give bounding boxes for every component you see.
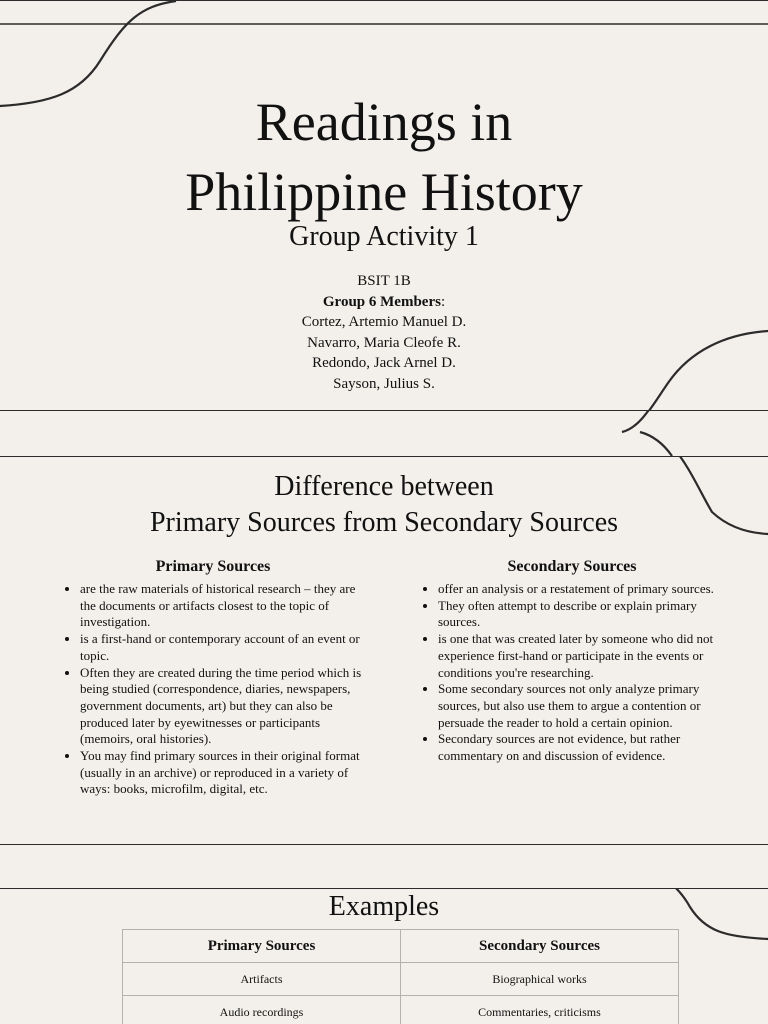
- primary-sources-column: [64, 557, 362, 798]
- table-row: [123, 963, 679, 996]
- table-header: Primary Sources: [123, 930, 401, 963]
- member-name: Navarro, Maria Cleofe R.: [307, 334, 461, 351]
- list-item: • Some secondary sources not only analyze primary sources, but also use them to argue a contention or persuade the reader to hold a certain opinion.: [438, 681, 722, 731]
- slide-gap: [0, 411, 768, 456]
- member-name: Cortez, Artemio Manuel D.: [301, 314, 467, 330]
- list-item: • Often they are created during the time period which is being studied (correspondence, diaries, newspapers, government documents, art) but they can also be produced later by eyewitnesses or participants (memoirs, oral histories).: [80, 665, 362, 749]
- group-info: [0, 271, 768, 394]
- section-label: BSIT 1B: [357, 273, 411, 289]
- examples-slide: [0, 888, 768, 1024]
- table-cell: Audio recordings: [123, 996, 401, 1024]
- members-heading: [0, 292, 768, 313]
- examples-table: [122, 929, 679, 1024]
- table-cell: Commentaries, criticisms: [401, 996, 679, 1024]
- list-item: • is a first-hand or contemporary account of an event or topic.: [80, 631, 362, 664]
- members-label: Group 6 Members: [322, 293, 441, 310]
- list-item: • Secondary sources are not evidence, but rather commentary on and discussion of evidence.: [438, 731, 722, 764]
- heading-line-2: Primary Sources from Secondary Sources: [149, 507, 619, 538]
- list-item: • You may find primary sources in their original format (usually in an archive) or reproduced in a variety of ways: books, microfilm, digital, etc.: [80, 748, 362, 798]
- primary-sources-title: Primary Sources: [155, 558, 271, 575]
- members-colon: :: [440, 293, 446, 310]
- decorative-curve-gap: [0, 411, 768, 456]
- table-header-row: [123, 930, 679, 963]
- table-cell: Artifacts: [123, 963, 401, 996]
- primary-sources-list: [64, 581, 362, 798]
- secondary-sources-list: [422, 581, 722, 765]
- list-item: • is one that was created later by someone who did not experience first-hand or participate in the events or conditions you're researching.: [438, 631, 722, 681]
- member-name: Redondo, Jack Arnel D.: [312, 355, 456, 371]
- table-cell: Biographical works: [401, 963, 679, 996]
- title-line-2: Philippine History: [185, 162, 583, 222]
- slide-gap: [0, 845, 768, 888]
- title-line-1: Readings in: [255, 92, 513, 152]
- list-item: • They often attempt to describe or explain primary sources.: [438, 598, 722, 631]
- examples-heading: Examples: [328, 891, 440, 922]
- difference-slide: [0, 456, 768, 845]
- subtitle: Group Activity 1: [289, 221, 479, 252]
- list-item: • offer an analysis or a restatement of primary sources.: [438, 581, 722, 598]
- section-heading: [0, 469, 768, 541]
- heading-line-1: Difference between: [274, 471, 494, 502]
- secondary-sources-title: Secondary Sources: [507, 558, 637, 575]
- table-row: [123, 996, 679, 1024]
- list-item: • are the raw materials of historical research – they are the documents or artifacts closest to the topic of investigation.: [80, 581, 362, 631]
- table-header: Secondary Sources: [401, 930, 679, 963]
- title-slide: [0, 0, 768, 411]
- page-title: [0, 87, 768, 227]
- member-name: Sayson, Julius S.: [333, 375, 435, 392]
- secondary-sources-column: [422, 557, 722, 765]
